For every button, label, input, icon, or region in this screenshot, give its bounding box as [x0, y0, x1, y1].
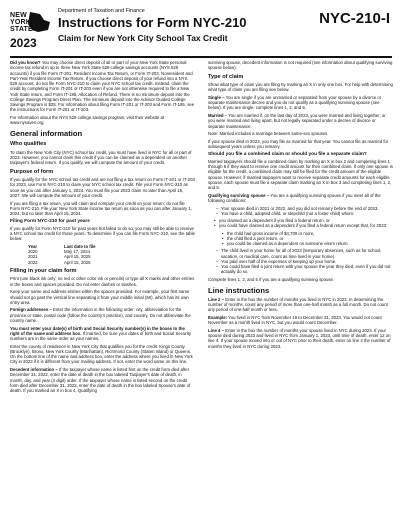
list-item: • the child had gross income of $4,700 or more,: [222, 231, 393, 236]
table-row: [28, 260, 195, 265]
qss-complete-lines: Complete lines 1, 2, and 5 if you are a qualifying surviving spouse.: [208, 276, 335, 282]
ssn-paragraph: [10, 326, 195, 342]
list-item: • you could be claimed as a dependent on someone else's return.: [222, 241, 393, 246]
department-name: Department of Taxation and Finance: [58, 8, 145, 14]
decedent-text: If the taxpayer whose name is listed first on the credit form died after December 31, 2022, enter the date of death in the box labeled Taxpayer's date of death, in month, day, and year (4 digit) order. If the taxpayer whose name is listed second on the credit form died after December 31, 2022, enter the date of death in the box labeled Spouse's date of death. If you marked an X in box 4, Qualifying: [10, 367, 191, 394]
line2-lead: Line 2 –: [208, 296, 225, 302]
header-divider: [10, 56, 392, 58]
type-text: Show what type of claim you are filing by marking an X in only one box. For help with determining what type of claim you are filing see below.: [208, 82, 393, 93]
page-title: Instructions for Form NYC-210: [58, 15, 247, 30]
table-cell: 2020: [28, 249, 38, 255]
table-cell: April 15, 2026: [64, 259, 91, 265]
logo-year: 2023: [10, 36, 37, 50]
example-paragraph: [208, 315, 393, 326]
married-text: You are married if, on the last day of 2023, you were married and living together, or you were married and living apart, but not legally separated under a decree of divorce or separate maintenance.: [208, 113, 386, 129]
qss-sub-sub-list: [222, 231, 393, 247]
list-item: – You have a child, adopted child, or stepchild (not a foster child) whom:: [216, 211, 393, 216]
continuation-text: surviving spouse, decedent information is not required (see information about qualifying surviving spouse below).: [208, 60, 393, 71]
county-paragraph: Enter the county of residence in New York City that qualifies you for the credit: Kings County (Brooklyn), Bronx, New York County (Manhattan), Richmond County (Staten Island) or Queens. On the bottom line of the name and address box, enter the address where you lived in New York City in 2023 if it is different from your mailing address. If not, enter the word same on this line.: [10, 343, 193, 365]
form-number: NYC-210-I: [319, 10, 390, 27]
married-lead: Married –: [208, 113, 228, 119]
table-cell: 2022: [28, 259, 38, 265]
example-text: You lived in NYC from November 16 to December 31, 2023. You would not count November as a month lived in NYC, but you would count December.: [208, 314, 382, 326]
column-header-last-date: Last date to file: [64, 243, 96, 249]
decedent-lead: Decedent information –: [10, 367, 58, 373]
right-column: [208, 60, 393, 351]
purpose-text-2: If you are filing a tax return, you will claim and compute your credit on your return; do not file Form NYC-210. File your New York State income tax return as soon as you can after January 1, 2024, but no later than April 15, 2024.: [10, 200, 192, 217]
heading-type-of-claim: Type of claim: [208, 73, 244, 80]
line2-text: Enter in the box the number of months you lived in NYC in 2023. In determining the number of months, count any period of more than one-half month as a full month. Do not count any period of one-half month or less.: [208, 296, 388, 313]
ssn-text: If married, be sure your dates of birth and Social Security numbers are in the same order as your names.: [10, 330, 192, 342]
intro-paragraph: [10, 60, 195, 113]
qss-conditions-list: [216, 206, 393, 217]
table-cell: May 17, 2024: [64, 249, 91, 255]
form-header: [10, 6, 392, 54]
single-paragraph: [208, 95, 393, 111]
left-column: [10, 60, 195, 396]
filling-text-1: Print (use black ink only; no red or other color ink or pencils) or type all X marks and other entries in the boxes and spaces provided. Do not enter dashes or slashes.: [10, 276, 195, 287]
qss-lead: Qualifying surviving spouse –: [208, 192, 270, 198]
qss-conditions-list-continued: [216, 248, 393, 274]
past-years-text: If you qualify for Form NYC-210 for past years but failed to do so, you may still be able to receive a NYC school tax credit for those years. To determine if you can file Form NYC-210, see the table below:: [10, 225, 196, 242]
intro-lead: Did you know?: [10, 60, 41, 65]
table-cell: 2021: [28, 254, 38, 260]
list-item: – You could have filed a joint return with your spouse the year they died, even if you did not actually do so.: [216, 264, 393, 275]
foreign-address-paragraph: [10, 307, 195, 323]
heading-who-qualifies: Who qualifies: [10, 141, 47, 148]
line4-lead: Line 4 –: [208, 327, 225, 333]
example-lead: Example:: [208, 314, 228, 320]
heading-purpose-of-form: Purpose of form: [10, 168, 54, 175]
same-sex-note: Note: Married includes a marriage between same-sex spouses.: [208, 131, 329, 137]
table-cell: April 15, 2025: [64, 254, 91, 260]
heading-combined-or-separate: Should you file a combined claim or should you file a separate claim?: [208, 151, 367, 157]
foreign-text: Enter the information in the following order: city, abbreviation for the province or state, postal code (follow the country's practice), and country. Do not abbreviate the country name.: [10, 307, 191, 323]
heading-general-information: General information: [10, 129, 83, 139]
list-item: – Your spouse died in 2021 or 2022, and you did not remarry before the end of 2023.: [216, 206, 393, 211]
line4-text: Enter in the box the number of months your spouse lived in NYC during 2023. If your spouse died during 2023 and lived in NYC from January 1, 2023, until time of death, enter 12 on line 4. If your spouse moved into or out of NYC prior to their death, enter on line 4 the number of months they lived in NYC during 2023.: [208, 327, 391, 349]
spouse-died-text: If your spouse died in 2023, you may file as married for that year. You cannot file as married for subsequent years unless you remarry.: [208, 138, 389, 150]
intro-text: You may choose direct deposit of all or part of your New York State personal income tax refund in up to three New York State 529 college savings accounts (NYS 529 accounts) if you file Form IT-201, Resident Income Tax Return, or Form IT-203, Nonresident and Part-Year Resident Income Tax Return. If you choose direct deposit of your refund into a NYS 529 account, do not file Form NYC-210 to claim your NYC school tax credit. Instead, claim the credit by completing Form IT-201 or IT-203 even if you are not otherwise required to file a New York State return, and Form IT-195, Allocation of Refund. There is no minimum deposit into the College Savings Program Direct Plan. The minimum deposit into the Advisor Guided College Savings Program is $25. For information about filing Form IT-201 or IT-203 and Form IT-195, see the instructions for Form IT-201 or IT-203.: [10, 60, 195, 113]
line2-paragraph: [208, 297, 393, 313]
list-item: • the child filed a joint return, or: [222, 236, 393, 241]
logo-text: NEW YORK STATE: [10, 12, 33, 33]
foreign-lead: Foreign addresses –: [10, 307, 52, 313]
filling-text-2: Keep your name and address entries within the spaces provided. For example, your first name should not go past the vertical line separating it from your middle initial (MI), which has its own entry area.: [10, 289, 190, 305]
list-item: – You paid over half of the expenses of keeping up your home.: [216, 259, 393, 264]
nys529-paragraph: For information about the NYS 529 college savings program, visit their website at www.nysaves.org.: [10, 114, 165, 126]
heading-past-years: Filing Form NYC-210 for past years: [10, 218, 90, 224]
list-item: • you claimed as a dependent if you filed a federal return, or: [214, 218, 393, 223]
heading-line-instructions: Line instructions: [208, 285, 270, 295]
qss-sub-list: [214, 218, 393, 229]
purpose-text-1: If you qualify for the NYC school tax credit and are not filing a tax return on Form IT-201 or IT-203 for 2023, use Form NYC-210 to claim your NYC school tax credit. File your Form NYC-210 as soon as you can after January 1, 2024. You must file your 2023 claim no later than April 15, 2027. We will compute the amount of your credit.: [10, 177, 195, 198]
list-item: – The child lived in your home for all of 2023 (temporary absences, such as for school, vacation, or medical care, count as time lived in your home).: [216, 248, 393, 259]
who-qualifies-text: To claim the New York City (NYC) school tax credit, you must have lived in NYC for all or part of 2023. However, you cannot claim this credit if you can be claimed as a dependent on another taxpayer's federal return. If you qualify, we will compute the amount of your credit.: [10, 149, 192, 166]
column-header-year: Year: [28, 243, 38, 249]
filing-deadline-table: [28, 244, 195, 265]
page-subtitle: Claim for New York City School Tax Credit: [58, 33, 228, 43]
decedent-paragraph: [10, 367, 195, 393]
married-paragraph: [208, 113, 393, 129]
ssn-lead: You must enter your date(s) of birth and Social Security number(s) in the boxes to the right of the name and address box.: [10, 325, 185, 336]
heading-filling-in-claim: Filling in your claim form: [10, 267, 77, 274]
list-item: • you could have claimed as a dependent if you filed a federal return except that, for 2023:: [214, 223, 393, 228]
nys-logo: [10, 10, 52, 48]
qualifying-surviving-spouse-paragraph: [208, 193, 393, 204]
single-text: You are single if you are unmarried or separated from your spouse by a divorce or separate maintenance decree and you do not qualify as a qualifying surviving spouse (see below). If you are single, complete lines 1, 2, and 5.: [208, 94, 382, 111]
combined-text: Married taxpayers should file a combined claim by marking an X in box 2 and completing lines 1 through 5 if they want to receive one credit amount for their combined claim. If only one spouse is eligible for the credit, a combined claim may still be filed for the credit amount of the eligible spouse. However, if married taxpayers want to receive separate credit amounts for each eligible spouse, each spouse must file a separate claim marking an X in box 3 and completing lines 1, 2, and 5.: [208, 158, 393, 191]
single-lead: Single –: [208, 94, 225, 100]
line4-paragraph: [208, 328, 393, 349]
qss-text: You are a qualifying surviving spouse if you meet all of the following conditions:: [208, 192, 381, 203]
